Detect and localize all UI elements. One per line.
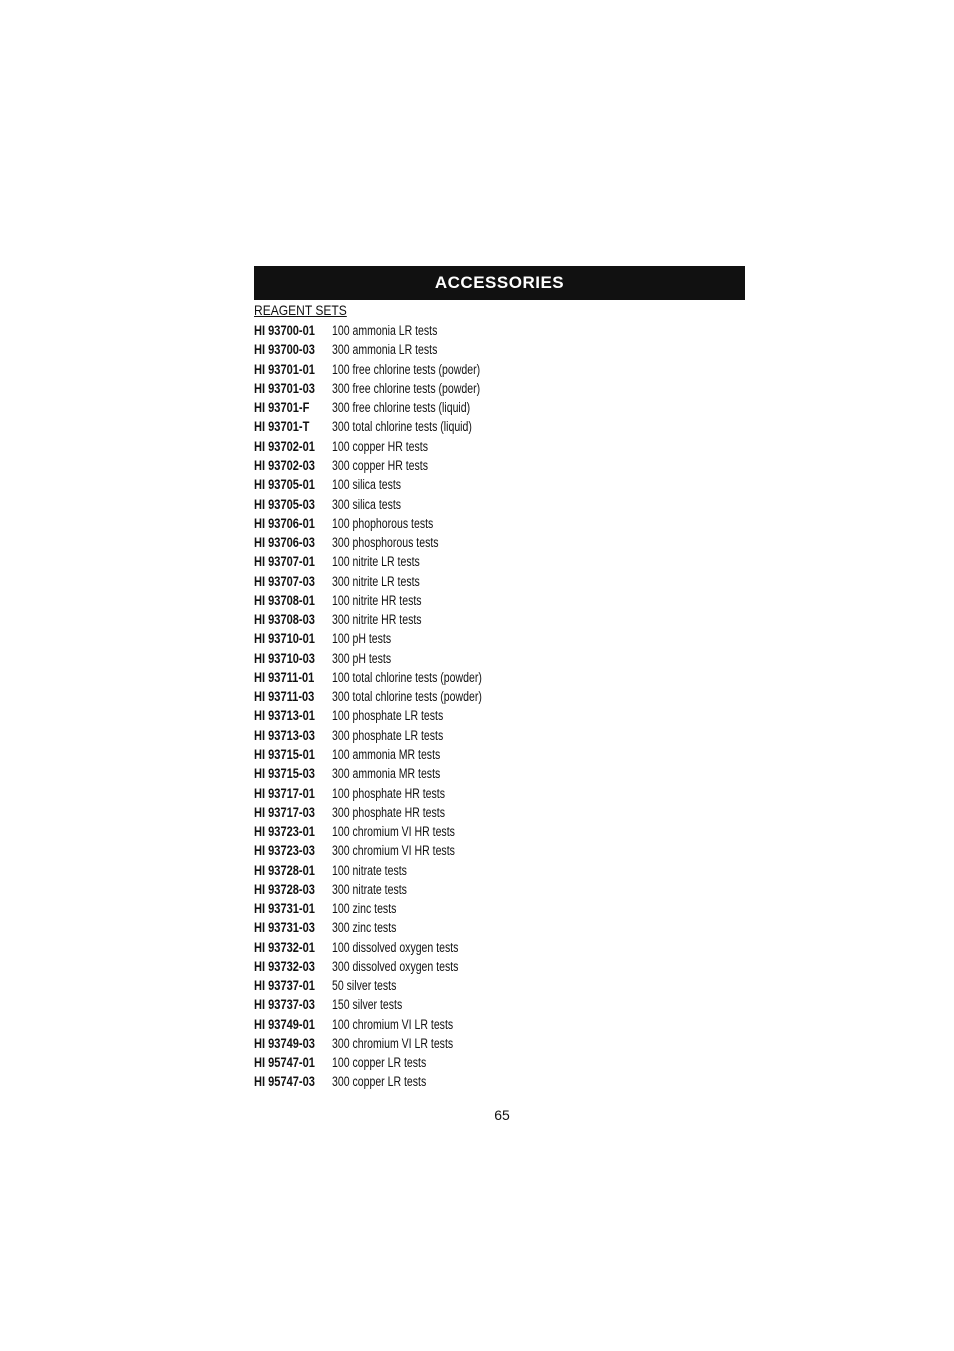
item-code: HI 93732-03 [254,958,315,974]
item-description: 300 phosphate LR tests [332,727,444,743]
item-code: HI 93705-03 [254,496,315,512]
list-item [254,340,734,359]
list-item [254,803,734,822]
list-item [254,726,734,745]
item-description: 100 silica tests [332,477,402,493]
list-item [254,571,734,590]
item-description: 100 nitrate tests [332,862,407,878]
item-description: 100 chromium VI LR tests [332,1016,454,1032]
list-item [254,437,734,456]
item-code: HI 93701-T [254,419,310,435]
list-item [254,976,734,995]
item-code: HI 93702-01 [254,438,315,454]
item-description: 100 ammonia LR tests [332,323,438,339]
item-description: 50 silver tests [332,978,397,994]
list-item [254,1015,734,1034]
item-description: 100 nitrite LR tests [332,554,420,570]
item-code: HI 93710-03 [254,650,315,666]
section-banner [254,266,745,300]
item-code: HI 93749-03 [254,1035,315,1051]
item-description: 300 silica tests [332,496,402,512]
list-item [254,321,734,340]
item-description: 300 chromium VI LR tests [332,1035,454,1051]
item-code: HI 93702-03 [254,457,315,473]
list-item [254,533,734,552]
item-code: HI 93706-03 [254,535,315,551]
item-code: HI 93711-01 [254,669,315,685]
item-code: HI 93701-F [254,400,310,416]
item-code: HI 93713-01 [254,708,315,724]
item-description: 300 chromium VI HR tests [332,843,455,859]
item-code: HI 93705-01 [254,477,315,493]
item-description: 300 copper LR tests [332,1074,427,1090]
item-code: HI 93713-03 [254,727,315,743]
list-item [254,398,734,417]
list-item [254,494,734,513]
item-code: HI 93737-01 [254,978,315,994]
item-description: 300 ammonia MR tests [332,766,441,782]
list-item [254,899,734,918]
item-description: 300 copper HR tests [332,457,428,473]
item-code: HI 93728-03 [254,881,315,897]
list-item [254,995,734,1014]
item-code: HI 93700-01 [254,323,315,339]
item-description: 300 free chlorine tests (powder) [332,380,481,396]
list-item [254,649,734,668]
item-code: HI 95747-01 [254,1055,315,1071]
item-code: HI 95747-03 [254,1074,315,1090]
item-description: 300 total chlorine tests (liquid) [332,419,472,435]
item-description: 100 phophorous tests [332,515,434,531]
item-code: HI 93737-03 [254,997,315,1013]
item-code: HI 93731-01 [254,901,315,917]
page-number: 65 [494,1107,510,1123]
item-description: 300 dissolved oxygen tests [332,958,459,974]
item-code: HI 93708-03 [254,612,315,628]
item-description: 300 ammonia LR tests [332,342,438,358]
item-description: 300 nitrite HR tests [332,612,422,628]
item-code: HI 93732-01 [254,939,315,955]
list-item [254,687,734,706]
list-item [254,417,734,436]
item-description: 100 nitrite HR tests [332,592,422,608]
item-code: HI 93731-03 [254,920,315,936]
list-item [254,957,734,976]
item-description: 100 zinc tests [332,901,397,917]
item-description: 100 phosphate HR tests [332,785,445,801]
list-item [254,822,734,841]
item-code: HI 93715-01 [254,746,315,762]
item-code: HI 93700-03 [254,342,315,358]
list-item [254,475,734,494]
item-code: HI 93707-03 [254,573,315,589]
list-item [254,745,734,764]
item-description: 100 phosphate LR tests [332,708,444,724]
list-item [254,783,734,802]
item-description: 100 total chlorine tests (powder) [332,669,482,685]
list-item [254,514,734,533]
item-description: 300 nitrate tests [332,881,407,897]
item-description: 150 silver tests [332,997,403,1013]
item-description: 300 free chlorine tests (liquid) [332,400,471,416]
item-description: 300 zinc tests [332,920,397,936]
list-item [254,764,734,783]
item-code: HI 93723-03 [254,843,315,859]
list-item [254,841,734,860]
item-code: HI 93706-01 [254,515,315,531]
item-description: 100 ammonia MR tests [332,746,441,762]
list-item [254,918,734,937]
item-description: 100 dissolved oxygen tests [332,939,459,955]
item-code: HI 93711-03 [254,689,315,705]
list-item [254,1072,734,1091]
list-item [254,938,734,957]
item-description: 300 phosphate HR tests [332,804,445,820]
list-item [254,629,734,648]
item-description: 100 copper HR tests [332,438,428,454]
item-code: HI 93701-03 [254,380,315,396]
list-item [254,360,734,379]
item-description: 100 chromium VI HR tests [332,824,455,840]
item-description: 300 phosphorous tests [332,535,439,551]
list-item [254,552,734,571]
item-code: HI 93708-01 [254,592,315,608]
item-code: HI 93715-03 [254,766,315,782]
item-description: 300 pH tests [332,650,392,666]
list-item [254,379,734,398]
item-code: HI 93701-01 [254,361,315,377]
item-code: HI 93717-01 [254,785,315,801]
item-description: 100 copper LR tests [332,1055,427,1071]
list-item [254,860,734,879]
reagent-sets-heading: REAGENT SETS [254,302,347,318]
item-code: HI 93707-01 [254,554,315,570]
list-item [254,1053,734,1072]
list-item [254,1034,734,1053]
item-code: HI 93710-01 [254,631,315,647]
item-description: 100 free chlorine tests (powder) [332,361,481,377]
item-description: 100 pH tests [332,631,392,647]
reagent-list [254,321,734,1092]
item-code: HI 93728-01 [254,862,315,878]
list-item [254,706,734,725]
item-code: HI 93749-01 [254,1016,315,1032]
item-code: HI 93717-03 [254,804,315,820]
list-item [254,668,734,687]
list-item [254,880,734,899]
item-description: 300 total chlorine tests (powder) [332,689,482,705]
item-code: HI 93723-01 [254,824,315,840]
list-item [254,610,734,629]
item-description: 300 nitrite LR tests [332,573,420,589]
list-item [254,456,734,475]
banner-title: ACCESSORIES [434,273,565,292]
list-item [254,591,734,610]
